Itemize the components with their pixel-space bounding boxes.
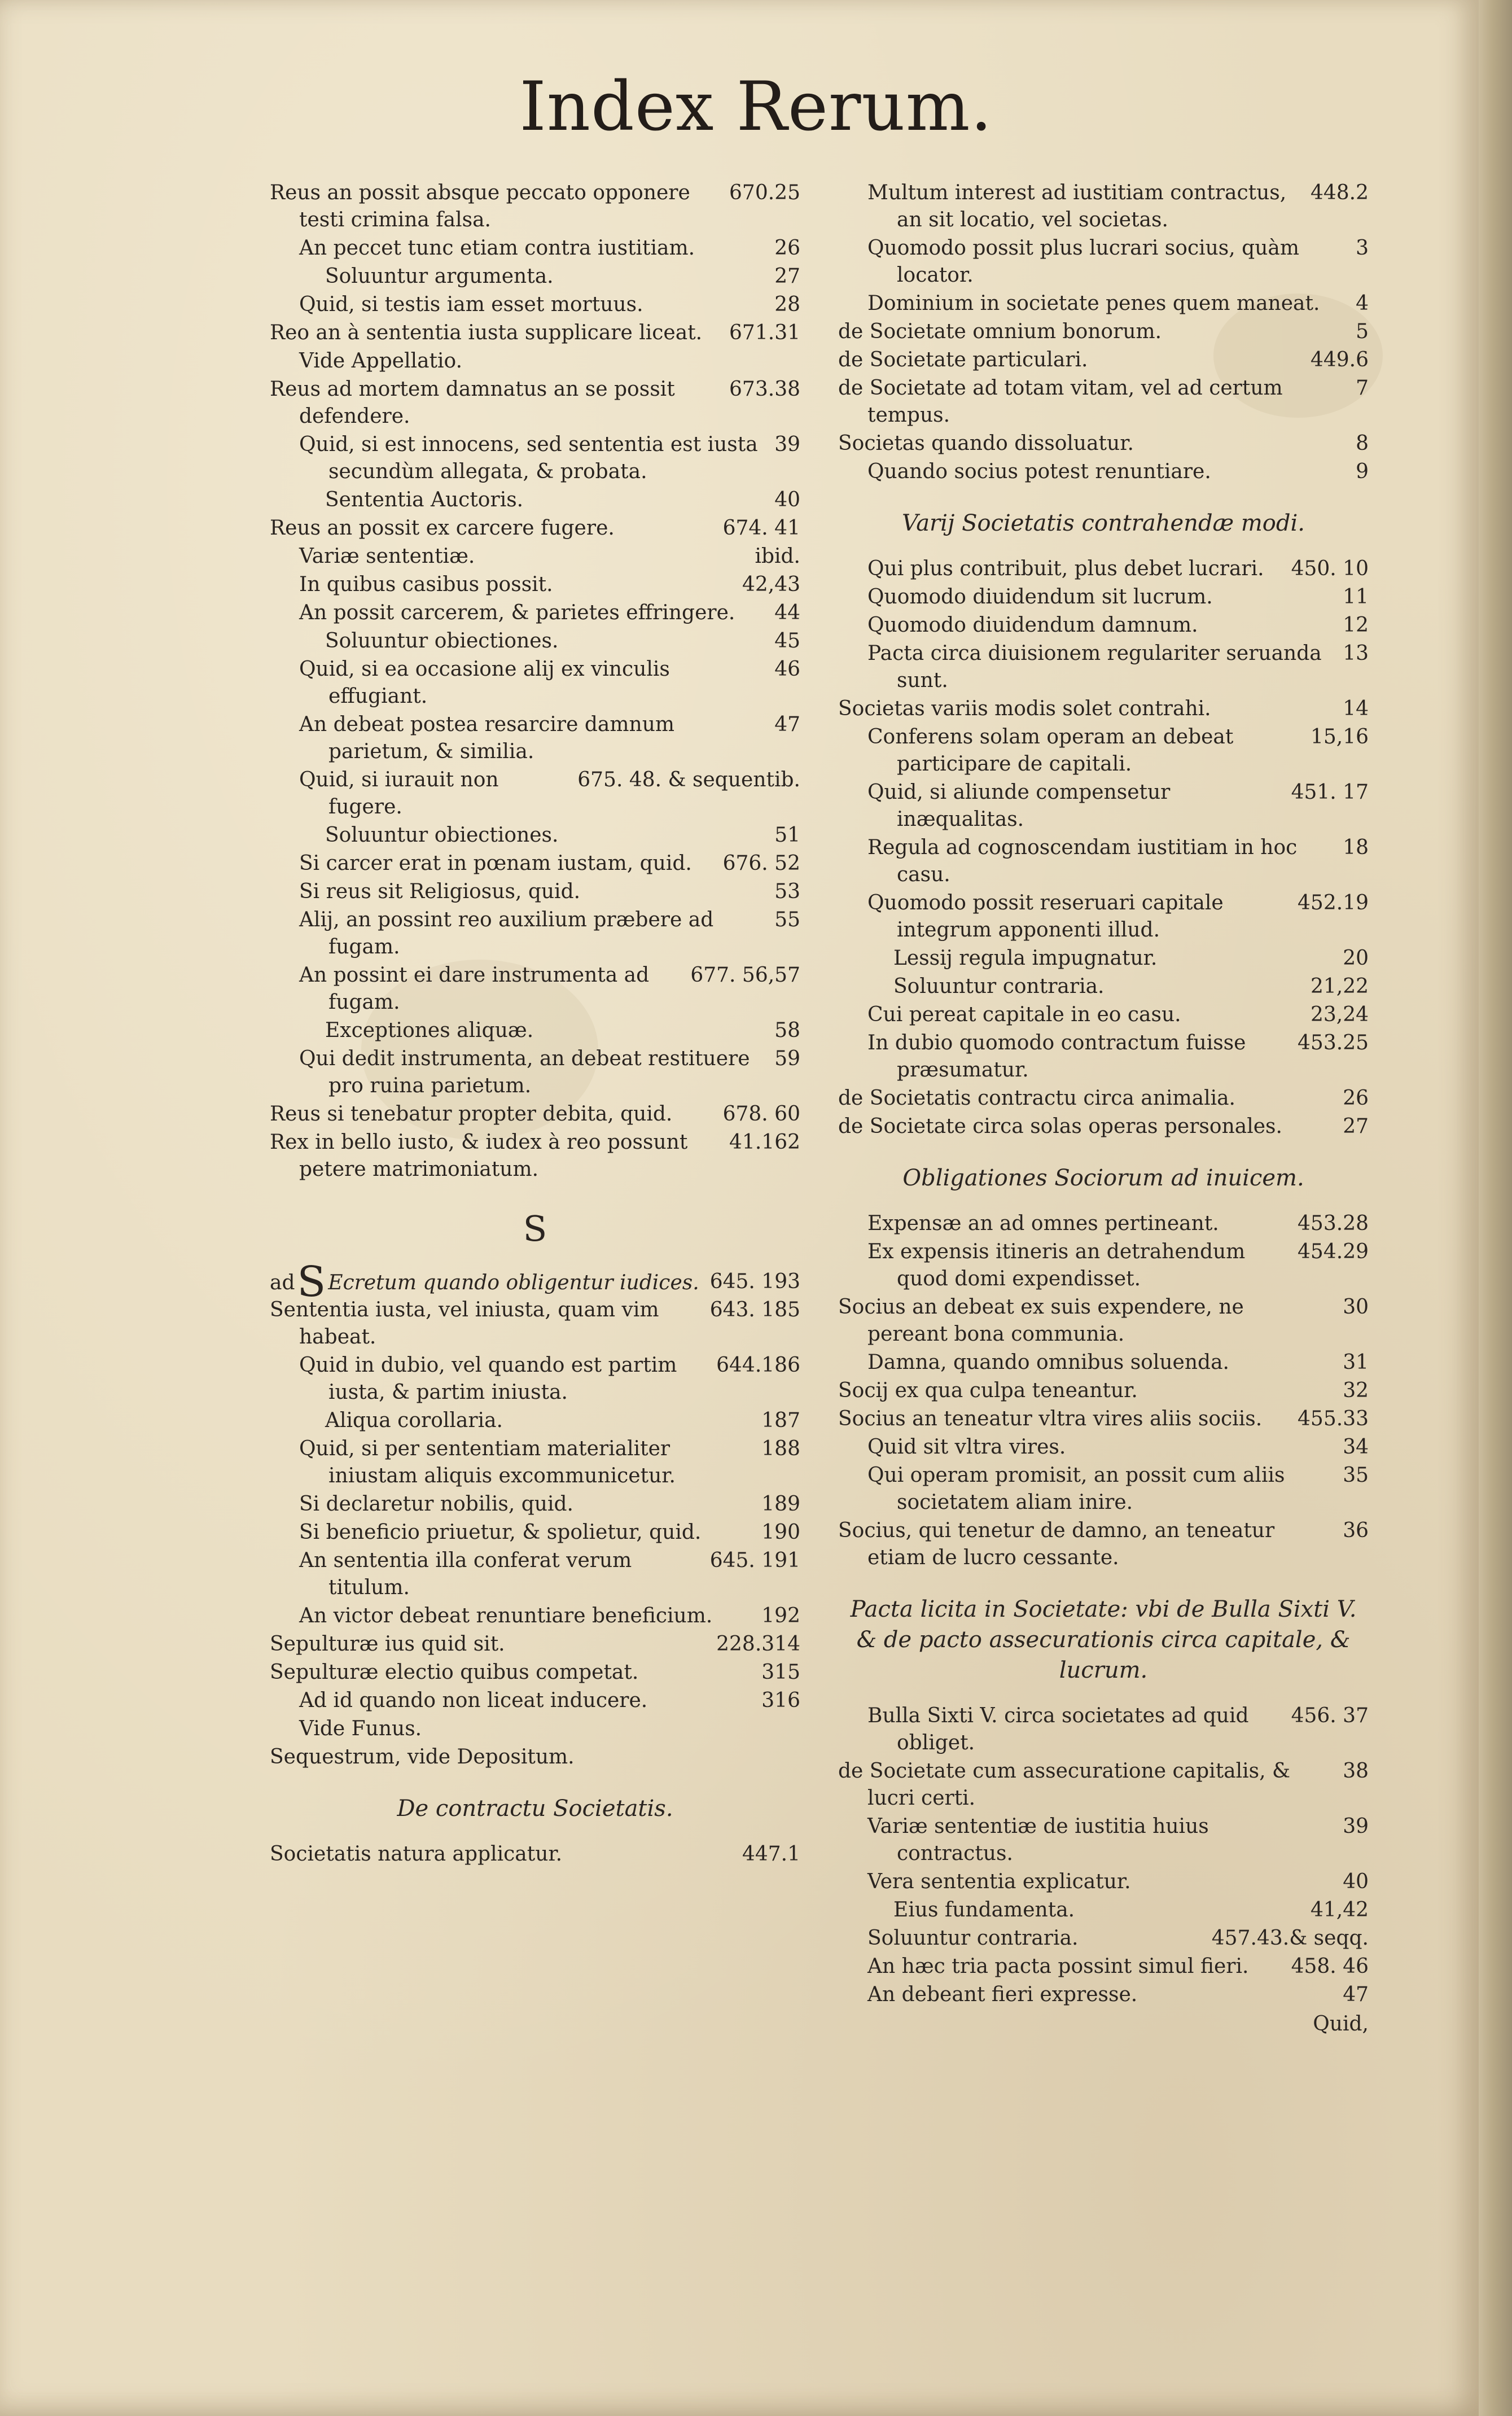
entry-prefix: ad: [270, 1271, 295, 1294]
page-reference: 645. 193: [709, 1270, 800, 1293]
page-reference: 187: [761, 1409, 800, 1432]
page-reference: 645. 191: [709, 1549, 800, 1572]
index-entry: [270, 1603, 800, 1630]
page-reference: 644.186: [716, 1354, 800, 1377]
page-reference: 59: [774, 1047, 800, 1070]
entry-text: An sententia illa conferat verum titulum.: [299, 1549, 632, 1599]
index-entry: [270, 180, 800, 234]
entry-text: Sepulturæ electio quibus competat.: [270, 1661, 639, 1684]
drop-cap: S: [297, 1258, 326, 1306]
entry-text: Quomodo diuidendum damnum.: [867, 614, 1198, 637]
index-entry: [838, 347, 1369, 374]
catchword: Quid,: [1313, 2012, 1369, 2036]
page-edge: [1479, 0, 1512, 2416]
page-reference: 42,43: [742, 573, 800, 596]
index-entry: [270, 1491, 800, 1518]
index-entry: [270, 348, 800, 375]
index-entry: [838, 1758, 1369, 1812]
entry-text: Quid, si ea occasione alij ex vinculis effugiant.: [299, 658, 670, 708]
entry-text: Variæ sententiæ de iustitia huius contractus.: [867, 1815, 1209, 1865]
index-entry: [270, 1129, 800, 1183]
index-entry: [838, 1349, 1369, 1376]
index-entry: [838, 1113, 1369, 1140]
page-reference: 11: [1343, 585, 1369, 609]
entry-text: Ecretum quando obligentur iudices.: [328, 1271, 699, 1294]
index-entry: [270, 1435, 800, 1490]
section-heading: De contractu Societatis.: [397, 1796, 673, 1822]
entry-text: Bulla Sixti V. circa societates ad quid obliget.: [867, 1704, 1249, 1754]
index-entry: [838, 945, 1369, 972]
page-reference: 678. 60: [722, 1102, 800, 1126]
index-entry: [270, 822, 800, 849]
index-entry: [270, 1841, 800, 1868]
section-heading: Varij Societatis contrahendæ modi.: [901, 510, 1305, 536]
index-entry: [838, 1434, 1369, 1461]
entry-text: Qui operam promisit, an possit cum aliis societatem aliam inire.: [867, 1464, 1285, 1514]
page-reference: 453.28: [1298, 1212, 1369, 1235]
index-entry: [838, 640, 1369, 694]
entry-text: Regula ad cognoscendam iustitiam in hoc casu.: [867, 836, 1298, 886]
page-reference: 28: [774, 293, 800, 316]
entry-text: Socius, qui tenetur de damno, an teneatur etiam de lucro cessante.: [838, 1519, 1275, 1569]
index-entry: [270, 1715, 800, 1743]
entry-text: Quomodo diuidendum sit lucrum.: [867, 585, 1213, 609]
index-entry-dropcap: [270, 1258, 800, 1306]
index-entry: [838, 1085, 1369, 1112]
entry-text: de Societatis contractu circa animalia.: [838, 1087, 1236, 1110]
index-column-left: [270, 180, 800, 1869]
page-reference: 457.43.& seqq.: [1211, 1927, 1369, 1950]
page-reference: 40: [1343, 1870, 1369, 1893]
entry-text: de Societate omnium bonorum.: [838, 320, 1162, 343]
entry-text: An debeat postea resarcire damnum parietum, & similia.: [299, 713, 675, 763]
index-list-right: [838, 180, 1369, 2038]
entry-text: Reo an à sententia iusta supplicare liceat.: [270, 321, 703, 344]
entry-text: Quid, si per sententiam materialiter iniustam aliquis excommunicetur.: [299, 1437, 676, 1487]
index-entry: [270, 628, 800, 655]
entry-text: de Societate ad totam vitam, vel ad certum tempus.: [838, 377, 1283, 427]
entry-text: Quid sit vltra vires.: [867, 1435, 1066, 1459]
section-heading: Obligationes Sociorum ad inuicem.: [902, 1165, 1304, 1191]
entry-text: Si beneficio priuetur, & spolietur, quid.: [299, 1521, 702, 1544]
entry-text: Reus ad mortem damnatus an se possit defendere.: [270, 378, 675, 428]
index-entry: [270, 1744, 800, 1771]
page-reference: 39: [774, 433, 800, 456]
page-reference: 643. 185: [709, 1298, 800, 1321]
entry-text: Reus si tenebatur propter debita, quid.: [270, 1102, 673, 1126]
page-reference: 9: [1356, 460, 1369, 483]
entry-text: Reus an possit ex carcere fugere.: [270, 517, 615, 540]
index-entry: [270, 878, 800, 905]
entry-text: Variæ sententiæ.: [299, 545, 475, 568]
entry-text: In dubio quomodo contractum fuisse præsumatur.: [867, 1031, 1246, 1082]
entry-text: Sententia Auctoris.: [325, 488, 524, 511]
page-reference: 55: [774, 908, 800, 931]
entry-text: Sententia iusta, vel iniusta, quam vim habeat.: [270, 1298, 659, 1349]
entry-text: Ex expensis itineris an detrahendum quod domi expendisset.: [867, 1240, 1246, 1290]
entry-text: Sepulturæ ius quid sit.: [270, 1632, 505, 1656]
entry-text: Exceptiones aliquæ.: [325, 1019, 534, 1042]
entry-text: Socius an debeat ex suis expendere, ne pereant bona communia.: [838, 1295, 1244, 1346]
index-entry: [838, 1813, 1369, 1867]
index-entry: [838, 1897, 1369, 1924]
entry-text: Qui dedit instrumenta, an debeat restituere pro ruina parietum.: [299, 1047, 750, 1097]
index-entry: [838, 1868, 1369, 1896]
entry-text: Quid, si aliunde compensetur inæqualitas.: [867, 781, 1171, 831]
entry-text: Societas quando dissoluatur.: [838, 432, 1134, 455]
index-entry: [270, 543, 800, 570]
index-entry: [270, 767, 800, 821]
index-entry: [270, 1687, 800, 1714]
page-reference: 674. 41: [722, 517, 800, 540]
index-entry: [270, 1631, 800, 1658]
page-reference: 3: [1356, 237, 1369, 260]
entry-text: Conferens solam operam an debeat participare de capitali.: [867, 725, 1234, 776]
entry-text: An possint ei dare instrumenta ad fugam.: [299, 964, 650, 1014]
page-header: Index Rerum.: [519, 68, 993, 146]
entry-text: An peccet tunc etiam contra iustitiam.: [299, 237, 695, 260]
index-entry: [838, 724, 1369, 778]
entry-text: An victor debeat renuntiare beneficium.: [299, 1604, 713, 1627]
entry-text: Lessij regula impugnatur.: [893, 947, 1158, 970]
entry-text: Multum interest ad iustitiam contractus, an sit locatio, vel societas.: [867, 181, 1287, 231]
index-entry: [838, 1517, 1369, 1572]
index-entry: [838, 458, 1369, 485]
entry-text: Pacta circa diuisionem regulariter seruanda sunt.: [867, 642, 1322, 692]
entry-text: Si reus sit Religiosus, quid.: [299, 880, 581, 903]
index-entry: [838, 180, 1369, 234]
entry-text: Soluuntur contraria.: [867, 1927, 1079, 1950]
page-reference: 449.6: [1310, 348, 1369, 371]
page-reference: 30: [1343, 1295, 1369, 1319]
index-entry: [270, 487, 800, 514]
entry-text: Socij ex qua culpa teneantur.: [838, 1379, 1138, 1402]
page-reference: 58: [774, 1019, 800, 1042]
page-reference: 44: [774, 601, 800, 624]
page-reference: 448.2: [1310, 181, 1369, 204]
page-reference: 4: [1356, 292, 1369, 315]
entry-text: Soluuntur argumenta.: [325, 265, 554, 288]
page-reference: 452.19: [1298, 891, 1369, 914]
page-reference: 26: [774, 237, 800, 260]
index-entry: [270, 1045, 800, 1100]
page-reference: 35: [1343, 1464, 1369, 1487]
index-entry: [270, 1101, 800, 1128]
entry-text: An hæc tria pacta possint simul fieri.: [867, 1955, 1249, 1978]
index-entry: [838, 1406, 1369, 1433]
index-entry: [838, 1462, 1369, 1516]
index-entry: [838, 430, 1369, 457]
page-reference: 31: [1343, 1351, 1369, 1374]
entry-text: Sequestrum, vide Depositum.: [270, 1745, 575, 1769]
entry-text: Aliqua corollaria.: [325, 1409, 503, 1432]
page-reference: 8: [1356, 432, 1369, 455]
index-entry: [838, 318, 1369, 345]
page-reference: 26: [1343, 1087, 1369, 1110]
page-reference: 46: [774, 658, 800, 681]
page-reference: 189: [761, 1493, 800, 1516]
page-reference: 228.314: [716, 1632, 800, 1656]
index-entry: [270, 850, 800, 877]
index-entry: [270, 263, 800, 290]
index-entry: [270, 599, 800, 627]
entry-text: Soluuntur contraria.: [893, 975, 1105, 998]
index-entry: [838, 890, 1369, 944]
entry-text: Ad id quando non liceat inducere.: [299, 1689, 648, 1712]
index-entry: [838, 973, 1369, 1000]
page-reference: 27: [774, 265, 800, 288]
entry-text: Vide Appellatio.: [299, 349, 463, 373]
page-reference: 23,24: [1310, 1003, 1369, 1026]
page-reference: 41.162: [729, 1131, 800, 1154]
page-reference: 15,16: [1310, 725, 1369, 749]
page-reference: 18: [1343, 836, 1369, 859]
entry-text: Quid, si iurauit non fugere.: [299, 768, 499, 819]
entry-text: Rex in bello iusto, & iudex à reo possunt petere matrimoniatum.: [270, 1131, 688, 1181]
page-reference: 458. 46: [1291, 1955, 1369, 1978]
index-entry: [838, 584, 1369, 611]
index-entry: [270, 711, 800, 765]
page-reference: 451. 17: [1291, 781, 1369, 804]
page-reference: 27: [1343, 1115, 1369, 1138]
index-entry: [838, 375, 1369, 429]
entry-text: Si declaretur nobilis, quid.: [299, 1493, 573, 1516]
index-entry: [270, 571, 800, 598]
entry-text: Societatis natura applicatur.: [270, 1842, 563, 1866]
page-reference: ibid.: [755, 545, 800, 568]
entry-text: In quibus casibus possit.: [299, 573, 553, 596]
page-reference: 670.25: [729, 181, 800, 204]
page-reference: 13: [1343, 642, 1369, 665]
index-entry: [270, 1547, 800, 1601]
page-reference: 673.38: [729, 378, 800, 401]
page-reference: 39: [1343, 1815, 1369, 1838]
page-reference: 12: [1343, 614, 1369, 637]
index-entry: [270, 376, 800, 430]
page-reference: 188: [761, 1437, 800, 1460]
index-entry: [838, 1210, 1369, 1237]
index-entry: [838, 612, 1369, 639]
index-entry: [270, 235, 800, 262]
index-entry: [838, 1981, 1369, 2008]
page-reference: 40: [774, 488, 800, 511]
index-entry: [270, 1352, 800, 1406]
page-reference: 453.25: [1298, 1031, 1369, 1054]
entry-text: Vera sententia explicatur.: [867, 1870, 1131, 1893]
page-reference: 32: [1343, 1379, 1369, 1402]
entry-text: de Societate particulari.: [838, 348, 1088, 371]
index-entry: [838, 1030, 1369, 1084]
entry-text: An debeant fieri expresse.: [867, 1983, 1138, 2006]
index-entry: [270, 962, 800, 1016]
entry-text: Quomodo possit reseruari capitale integrum apponenti illud.: [867, 891, 1224, 942]
entry-text: Quid, si est innocens, sed sententia est iusta secundùm allegata, & probata.: [299, 433, 758, 483]
index-entry: [838, 1238, 1369, 1293]
entry-text: Quid in dubio, vel quando est partim iusta, & partim iniusta.: [299, 1354, 677, 1404]
entry-text: Alij, an possint reo auxilium præbere ad fugam.: [299, 908, 714, 958]
entry-text: de Societate cum assecuratione capitalis, & lucri certi.: [838, 1760, 1291, 1810]
page-reference: 671.31: [729, 321, 800, 344]
entry-text: Damna, quando omnibus soluenda.: [867, 1351, 1229, 1374]
entry-text: Quid, si testis iam esset mortuus.: [299, 293, 643, 316]
page-reference: 51: [774, 824, 800, 847]
entry-text: Si carcer erat in pœnam iustam, quid.: [299, 852, 692, 875]
index-entry: [270, 1297, 800, 1351]
index-entry: [838, 1925, 1369, 1952]
entry-text: An possit carcerem, & parietes effringere.: [299, 601, 735, 624]
page-reference: 456. 37: [1291, 1704, 1369, 1727]
index-entry: [838, 834, 1369, 889]
index-entry: [838, 695, 1369, 723]
entry-text: Quomodo possit plus lucrari socius, quàm locator.: [867, 237, 1299, 287]
index-entry: [270, 291, 800, 318]
index-entry: [270, 907, 800, 961]
index-entry: [838, 1953, 1369, 1980]
section-heading: Pacta licita in Societate: vbi de Bulla Sixti V. & de pacto assecurationis circa capitale, & lucrum.: [850, 1596, 1357, 1683]
page-reference: 38: [1343, 1760, 1369, 1783]
entry-text: Societas variis modis solet contrahi.: [838, 697, 1211, 720]
entry-text: Eius fundamenta.: [893, 1898, 1075, 1922]
page-reference: 53: [774, 880, 800, 903]
page-reference: 7: [1356, 377, 1369, 400]
entry-text: de Societate circa solas operas personales.: [838, 1115, 1282, 1138]
index-entry: [838, 1377, 1369, 1404]
entry-text: Cui pereat capitale in eo casu.: [867, 1003, 1181, 1026]
index-entry: [838, 779, 1369, 833]
index-entry: [270, 1407, 800, 1434]
entry-text: Vide Funus.: [299, 1717, 422, 1740]
page-reference: 21,22: [1310, 975, 1369, 998]
entry-text: Soluuntur obiectiones.: [325, 824, 559, 847]
page-reference: 36: [1343, 1519, 1369, 1542]
page-reference: 455.33: [1298, 1407, 1369, 1430]
index-entry: [838, 235, 1369, 289]
index-entry: [270, 1659, 800, 1686]
page-reference: 47: [1343, 1983, 1369, 2006]
page-reference: 192: [761, 1604, 800, 1627]
page-reference: 20: [1343, 947, 1369, 970]
page-reference: 450. 10: [1291, 557, 1369, 580]
page-reference: 677. 56,57: [690, 964, 800, 987]
index-entry: [838, 555, 1369, 583]
index-entry: [838, 290, 1369, 317]
index-entry: [838, 1702, 1369, 1757]
index-column-right: [838, 180, 1369, 2038]
page-reference: 14: [1343, 697, 1369, 720]
page-reference: 47: [774, 713, 800, 736]
entry-text: Expensæ an ad omnes pertineant.: [867, 1212, 1219, 1235]
entry-text: Socius an teneatur vltra vires aliis sociis.: [838, 1407, 1263, 1430]
index-entry: [838, 1294, 1369, 1348]
page-reference: 675. 48. & sequentib.: [577, 768, 800, 791]
page-reference: 41,42: [1310, 1898, 1369, 1922]
index-entry: [270, 431, 800, 485]
entry-text: Qui plus contribuit, plus debet lucrari.: [867, 557, 1264, 580]
entry-text: Reus an possit absque peccato opponere testi crimina falsa.: [270, 181, 690, 231]
page-reference: 190: [761, 1521, 800, 1544]
index-entry: [270, 1017, 800, 1044]
index-entry: [838, 1001, 1369, 1028]
index-list-left: [270, 180, 800, 1868]
page-reference: 447.1: [742, 1842, 800, 1866]
page-reference: 316: [761, 1689, 800, 1712]
index-entry: [270, 656, 800, 710]
page-reference: 5: [1356, 320, 1369, 343]
page-reference: 34: [1343, 1435, 1369, 1459]
page-reference: 315: [761, 1661, 800, 1684]
page-reference: 676. 52: [722, 852, 800, 875]
index-entry: [270, 1519, 800, 1546]
entry-text: Dominium in societate penes quem maneat.: [867, 292, 1320, 315]
entry-text: Quando socius potest renuntiare.: [867, 460, 1211, 483]
index-entry: [270, 319, 800, 347]
entry-text: Soluuntur obiectiones.: [325, 629, 559, 653]
alphabet-letter-heading: S: [523, 1208, 547, 1249]
page-reference: 45: [774, 629, 800, 653]
page-reference: 454.29: [1298, 1240, 1369, 1263]
index-entry: [270, 515, 800, 542]
